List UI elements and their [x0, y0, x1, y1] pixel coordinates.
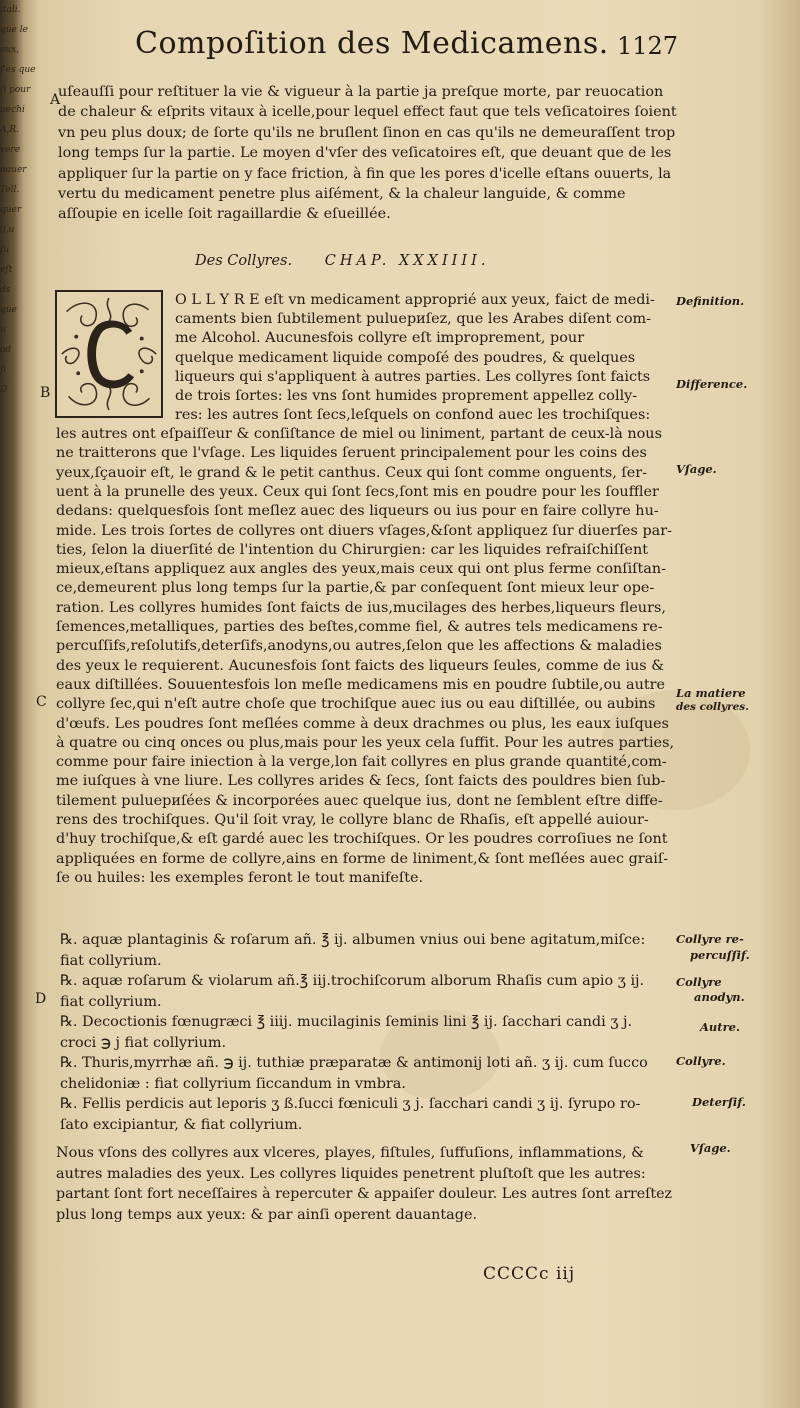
recipes-line: fiat collyrium. — [60, 993, 162, 1010]
margin-note-definition: Definition. — [676, 294, 745, 308]
body-lines-line: ration. Les collyres humides ſont faicts de ius,mucilages des herbes,liqueurs fleurs, — [56, 599, 666, 616]
body-lines-line: mide. Les trois ſortes de collyres ont diuers vſages,&ſont appliquez ſur diuerſes par- — [56, 522, 672, 539]
closing-lines-line: plus long temps aux yeux: & par ainſi operent dauantage. — [56, 1206, 478, 1223]
body-lines-line: les autres ont eſpaiſſeur & conſiſtance de miel ou liniment, partant de ceux-là nous — [56, 426, 662, 442]
margin-note-detersif: Deterſif. — [692, 1095, 746, 1109]
recipes-line: ℞. Decoctionis fœnugræci ℥ iiij. mucilaginis ſeminis lini ℥ ij. ſacchari candi ʒ j. — [60, 1014, 633, 1030]
signature-mark: CCCCc iij — [483, 1264, 576, 1284]
drop-cap-lines-line: me Alcohol. Aucunesfois collyre eſt improprement, pour — [175, 330, 585, 347]
previous-page-fragment: nauer — [0, 165, 27, 175]
previous-page-fragment: vere — [0, 145, 21, 155]
ornamental-c-icon — [57, 292, 161, 416]
recipes-line: croci ℈ j fiat collyrium. — [60, 1034, 227, 1051]
previous-page-fragment: uechi — [0, 105, 25, 115]
closing-lines-line: Nous vſons des collyres aux vlceres, playes, fiſtules, ſuffuſions, inflammations, & — [56, 1145, 644, 1161]
body-lines-line: rens des trochiſques. Qu'il ſoit vray, le collyre blanc de Rhaſis, eſt appellé auiour- — [56, 812, 649, 828]
previous-page-fragment: od — [0, 345, 12, 355]
drop-cap-lines-line: quelque medicament liquide compoſé des poudres, & quelques — [175, 349, 636, 366]
top-lines-line: appliquer ſur la partie on y face friction, à fin que les pores d'icelle eſtans ouuerts, la — [58, 165, 672, 182]
recipes-line: chelidoniæ : fiat collyrium ſiccandum in vmbra. — [60, 1075, 406, 1092]
top-lines-line: long temps ſur la partie. Le moyen d'vſer des veſicatoires eſt, que deuant que de les — [58, 145, 672, 162]
previous-page-fragment: A,R. — [0, 125, 19, 135]
body-lines-line: d'œufs. Les poudres ſont meſlées comme à deux drachmes ou plus, les eaux iuſques — [56, 715, 669, 732]
body-lines-line: des yeux le requierent. Aucunesfois ſont faicts des liqueurs ſeules, comme de ius & — [56, 657, 665, 674]
drop-cap-lines-line: res: les autres ſont ſecs,leſquels on confond auec les trochiſques: — [175, 407, 651, 424]
previous-page-fragment: itali. — [0, 5, 21, 15]
margin-note-matiere: La matiere — [676, 686, 746, 700]
body-lines-line: à quatre ou cinq onces ou plus,mais pour les yeux cela ſuffit. Pour les autres parties, — [56, 734, 675, 751]
body-lines-line: dedans: quelquesfois ſont meſlez auec des liqueurs ou ius pour en faire collyre hu- — [56, 503, 659, 520]
body-lines-line: mieux,eſtans appliquez aux angles des yeux,mais ceux qui ont plus ferme conſiſtan- — [56, 561, 666, 578]
body-lines-line: appliquées en forme de collyre,ains en forme de liniment,& ſont meſlées auec graiſ- — [56, 850, 669, 867]
body-lines-line: me iuſques à vne liure. Les collyres arides & ſecs, ſont faicts des pouldres bien ſub- — [56, 773, 666, 790]
body-lines-line: d'huy trochiſque,& eſt gardé auec les trochiſques. Or les poudres corroſiues ne ſont — [56, 831, 668, 848]
margin-letter-b: B — [40, 385, 51, 401]
drop-cap-lines-line: caments bien ſubtilement puluериſez, que les Arabes diſent com- — [175, 311, 652, 328]
margin-note-usage: Vſage. — [676, 462, 717, 476]
chapter-heading — [195, 253, 489, 269]
body-lines-line: percuſſifs,reſolutifs,deterſifs,anodyns,ou autres,ſelon que les affections & maladies — [56, 638, 662, 655]
drop-cap-lines-line: de trois ſortes: les vns ſont humides proprement appellez colly- — [175, 388, 638, 404]
body-lines-line: ſemences,metalliques, parties des beſtes,comme fiel, & autres tels medicamens re- — [56, 619, 663, 635]
recipes-line: ℞. aquæ plantaginis & roſarum añ. ℥ ij. albumen vnius oui bene agitatum,miſce: — [60, 932, 646, 948]
recipes-line: fiat collyrium. — [60, 952, 162, 969]
recipes-line: ℞. Fellis perdicis aut leporis ʒ ß.ſucci fœniculi ʒ j. ſacchari candi ʒ ij. ſyrupo ro- — [60, 1096, 641, 1112]
margin-note-matiere-2: des collyres. — [676, 701, 749, 713]
top-lines-line: de chaleur & eſprits vitaux à icelle,pour lequel effect faut que tels veſicatoires ſoient — [58, 104, 677, 121]
top-lines-line: vertu du medicament penetre plus aiſément, & la chaleur languide, & comme — [58, 186, 626, 202]
margin-note-collyre-anodyn: Collyre — [676, 975, 722, 989]
recipes-line: ſato excipiantur, & fiat collyrium. — [60, 1116, 303, 1133]
previous-page-fragment: ſu — [0, 245, 10, 255]
margin-letter-d: D — [35, 991, 47, 1007]
body-lines-line: tilement puluериſées & incorporées auec quelque ius, dont ne ſemblent eſtre diffe- — [56, 792, 663, 809]
body-lines-line: yeux,ſçauoir eſt, le grand & le petit canthus. Ceux qui ſont comme onguents, ſer- — [56, 464, 648, 481]
body-lines-line: eaux diſtillées. Souuentesfois lon meſle medicamens mis en poudre ſubtile,ou autre — [56, 676, 666, 693]
closing-lines-line: autres maladies des yeux. Les collyres liquides penetrent pluſtoſt que les autres: — [56, 1165, 646, 1182]
previous-page-fragment: ſi pour — [0, 85, 31, 95]
previous-page-fragment: que — [0, 305, 17, 315]
top-lines-line: vn peu plus doux; de ſorte qu'ils ne bruſlent ſinon en cas qu'ils ne demeuraſſent trop — [58, 124, 676, 141]
previous-page-fragment: eux, — [0, 45, 20, 55]
previous-page-fragment: eſt — [0, 265, 13, 275]
previous-page-fragment: que le — [0, 25, 28, 35]
decorated-initial-c — [55, 290, 163, 418]
previous-page-fragment: Tell. — [0, 185, 20, 195]
margin-note-autre: Autre. — [700, 1020, 740, 1034]
drop-cap-lines-line: liqueurs qui s'appliquent à autres parties. Les collyres ſont faicts — [175, 368, 651, 385]
margin-letter-c: C — [36, 694, 47, 710]
recipes-line: ℞. aquæ roſarum & violarum añ.℥ iij.trochiſcorum alborum Rhaſis cum apio ʒ ij. — [60, 973, 645, 989]
chapter-title: Des Collyres. — [195, 253, 293, 269]
body-lines-line: comme pour faire iniection à la verge,lon fait collyres en plus grande quantité,com- — [56, 754, 667, 771]
body-lines-line: collyre ſec,qui n'eſt autre choſe que trochiſque auec ius ou eau diſtillée, ou aubins — [56, 696, 656, 713]
chapter-number: CHAP. XXXIIII. — [324, 253, 490, 269]
margin-note-difference: Difference. — [676, 377, 748, 391]
recipes-line: ℞. Thuris,myrrhæ añ. ℈ ij. tuthiæ præparatæ & antimonij loti añ. ʒ ij. cum ſucco — [60, 1055, 648, 1071]
previous-page-fragment: ds — [0, 285, 11, 295]
margin-note-repercussif-2: percuſſif. — [690, 948, 750, 962]
top-lines-line: uſeauſſi pour reſtituer la vie & vigueur à la partie ja preſque morte, par reuocation — [58, 84, 664, 100]
body-lines-line: ne traitterons que l'vſage. Les liquides ſeruent principalement pour les coins des — [56, 445, 647, 462]
margin-note-collyre-anodyn-2: anodyn. — [694, 990, 745, 1004]
previous-page-fragment: ſ'es que — [0, 65, 36, 75]
page-number: 1127 — [617, 32, 679, 60]
drop-cap-lines-line: O L L Y R E eſt vn medicament approprié aux yeux, faict de medi- — [175, 292, 655, 308]
closing-lines-line: partant ſont fort neceſſaires à repercuter & appaiſer douleur. Les autres ſont arreſtez — [56, 1186, 673, 1202]
margin-note-usage-2: Vſage. — [690, 1141, 731, 1155]
margin-note-repercussif: Collyre re- — [676, 932, 744, 946]
previous-page-fragment: ij,u — [0, 225, 15, 235]
previous-page-fragment: quer — [0, 205, 22, 215]
previous-page-fragment: D — [0, 385, 8, 395]
running-title: Compoſition des Medicamens. — [135, 26, 609, 61]
margin-note-collyre: Collyre. — [676, 1054, 726, 1068]
top-lines-line: aſſoupie en icelle ſoit ragaillardie & eſueillée. — [58, 206, 391, 223]
body-lines-line: uent à la prunelle des yeux. Ceux qui ſont ſecs,ſont mis en poudre pour les ſouffler — [56, 483, 659, 500]
previous-page-fragment: fi — [0, 365, 7, 375]
body-lines-line: ce,demeurent plus long temps ſur la partie,& par conſequent ſont mieux leur ope- — [56, 580, 655, 597]
body-lines-line: ſe ou huiles: les exemples feront le tout manifeſte. — [56, 869, 424, 886]
body-lines-line: ties, ſelon la diuerſité de l'intention du Chirurgien: car les liquides refraiſchiſſent — [56, 541, 649, 558]
margin-letter-a: A — [50, 92, 61, 108]
previous-page-fragment: u — [0, 325, 6, 335]
